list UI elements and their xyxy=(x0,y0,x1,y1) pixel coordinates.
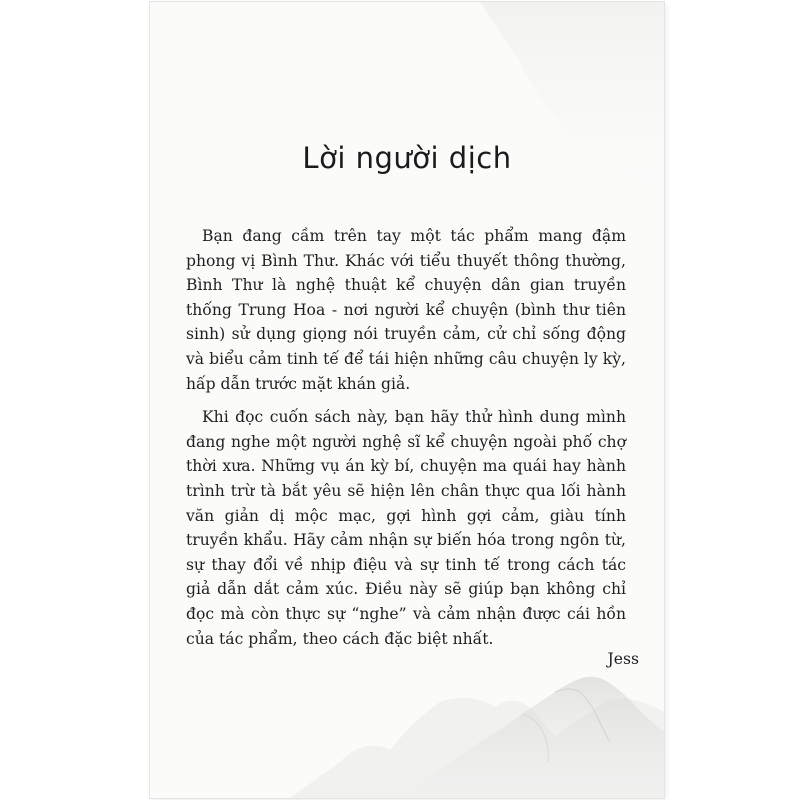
paragraph: Bạn đang cầm trên tay một tác phẩm mang đậm phong vị Bình Thư. Khác với tiểu thuyết thông thường, Bình Thư là nghệ thuật kể chuyện dân gian truyền thống Trung Hoa - nơi người kể chuyện (bình thư tiên sinh) sử dụng giọng nói truyền cảm, cử chỉ sống động và biểu cảm tinh tế để tái hiện những câu chuyện ly kỳ, hấp dẫn trước mặt khán giả. xyxy=(186,227,626,393)
book-page xyxy=(150,2,664,798)
translator-signature: Jess xyxy=(607,650,639,668)
body-text xyxy=(186,224,626,660)
paragraph: Khi đọc cuốn sách này, bạn hãy thử hình dung mình đang nghe một người nghệ sĩ kể chuyện ngoài phố chợ thời xưa. Những vụ án kỳ bí, chuyện ma quái hay hành trình trừ tà bắt yêu sẽ hiện lên chân thực qua lối hành văn giản dị mộc mạc, gợi hình gợi cảm, giàu tính truyền khẩu. Hãy cảm nhận sự biến hóa trong ngôn từ, sự thay đổi về nhịp điệu và sự tinh tế trong cách tác giả dẫn dắt cảm xúc. Điều này sẽ giúp bạn không chỉ đọc mà còn thực sự “nghe” và cảm nhận được cái hồn của tác phẩm, theo cách đặc biệt nhất. xyxy=(186,408,626,648)
page-title: Lời người dịch xyxy=(302,141,512,175)
